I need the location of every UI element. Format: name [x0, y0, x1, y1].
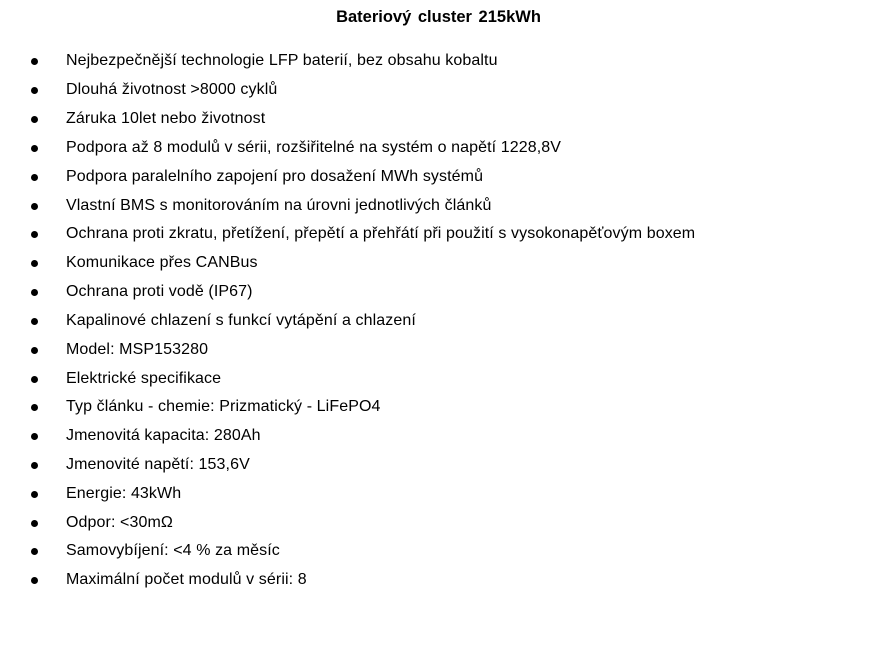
list-item-text: Dlouhá životnost >8000 cyklů [66, 81, 278, 99]
bullet-dot-icon [31, 116, 38, 123]
list-item-text: Ochrana proti zkratu, přetížení, přepětí a přehřátí při použití s vysokonapěťovým boxem [66, 225, 696, 243]
list-item-text: Maximální počet modulů v sérii: 8 [66, 571, 307, 589]
list-item-text: Podpora paralelního zapojení pro dosažení MWh systémů [66, 167, 484, 185]
bullet-dot-icon [31, 433, 38, 440]
bullet-dot-icon [31, 58, 38, 65]
bullet-dot-icon [31, 548, 38, 555]
bullet-dot-icon [31, 145, 38, 152]
list-item-text: Energie: 43kWh [66, 484, 182, 502]
bullet-dot-icon [31, 577, 38, 584]
bullet-dot-icon [31, 87, 38, 94]
bullet-dot-icon [31, 404, 38, 411]
bullet-dot-icon [31, 318, 38, 325]
list-item-text: Kapalinové chlazení s funkcí vytápění a chlazení [66, 311, 416, 329]
bullet-dot-icon [31, 491, 38, 498]
list-item-text: Záruka 10let nebo životnost [66, 110, 266, 128]
list-item-text: Jmenovitá kapacita: 280Ah [66, 427, 261, 445]
list-item-text: Vlastní BMS s monitorováním na úrovni jednotlivých článků [66, 196, 492, 214]
list-item-text: Typ článku - chemie: Prizmatický - LiFePO4 [66, 398, 381, 416]
bullet-dot-icon [31, 520, 38, 527]
bullet-dot-icon [31, 462, 38, 469]
bullet-dot-icon [31, 376, 38, 383]
list-item-text: Odpor: <30mΩ [66, 513, 173, 531]
list-item-text: Ochrana proti vodě (IP67) [66, 283, 253, 301]
bullet-dot-icon [31, 260, 38, 267]
bullet-dot-icon [31, 231, 38, 238]
list-item-text: Samovybíjení: <4 % za měsíc [66, 542, 280, 560]
list-item-text: Podpora až 8 modulů v sérii, rozšiřitelné na systém o napětí 1228,8V [66, 138, 562, 156]
list-item-text: Nejbezpečnější technologie LFP baterií, bez obsahu kobaltu [66, 52, 498, 70]
list-item-text: Komunikace přes CANBus [66, 254, 258, 272]
list-item-text: Model: MSP153280 [66, 340, 209, 358]
bullet-dot-icon [31, 289, 38, 296]
list-item-text: Elektrické specifikace [66, 369, 222, 387]
bullet-dot-icon [31, 174, 38, 181]
bullet-dot-icon [31, 347, 38, 354]
bullet-dot-icon [31, 203, 38, 210]
list-item-text: Jmenovité napětí: 153,6V [66, 456, 250, 473]
page-title: Bateriový cluster 215kWh [336, 8, 541, 26]
